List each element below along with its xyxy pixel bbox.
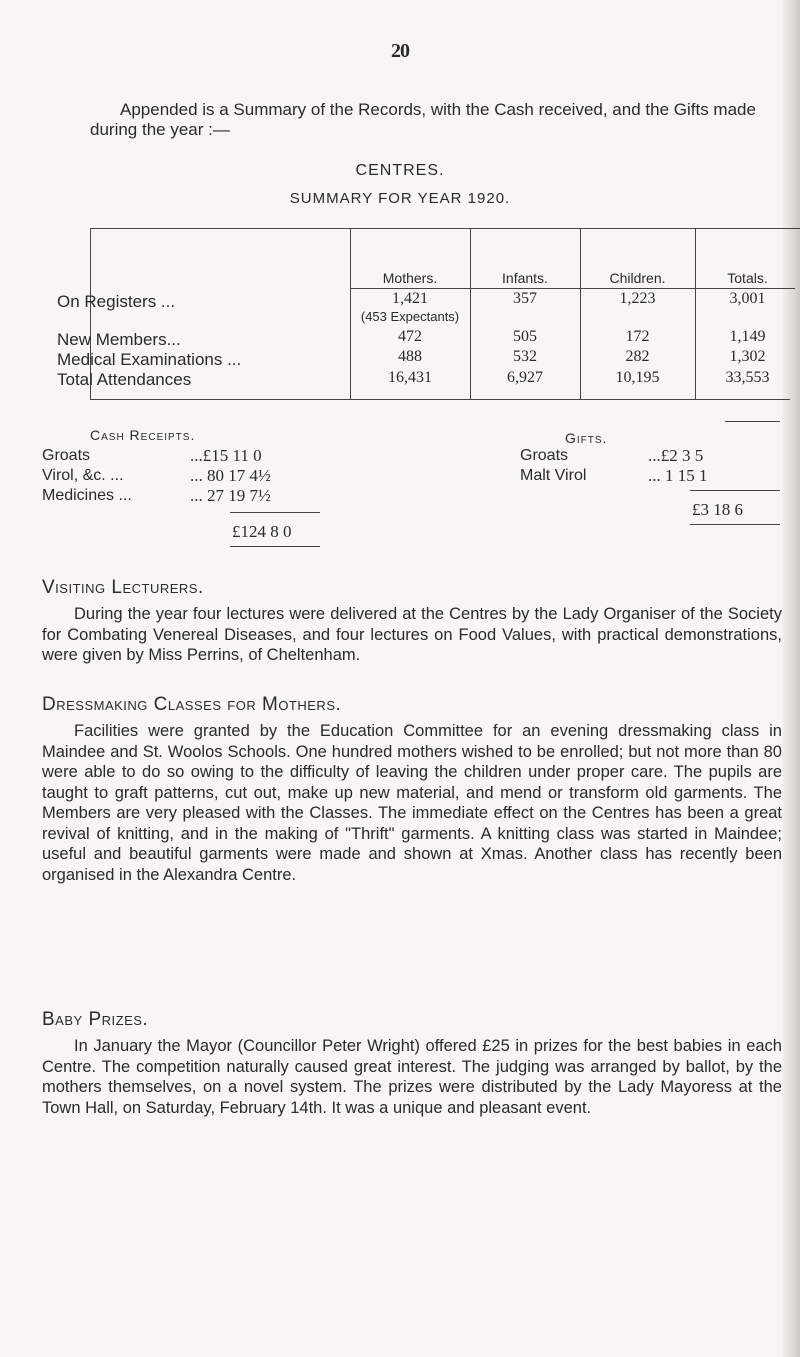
cell-registers-children: 1,223	[619, 290, 656, 307]
col-head-mothers: Mothers.	[382, 270, 438, 286]
cell-new-totals: 1,149	[729, 328, 766, 345]
cash-receipts-heading: Cash Receipts.	[90, 427, 196, 443]
cell-attend-infants: 6,927	[507, 369, 543, 386]
gift-item-label: Malt Virol	[520, 467, 587, 484]
table-rule-top	[90, 228, 800, 229]
page-number: 20	[391, 40, 409, 62]
cell-medical-children: 282	[625, 348, 650, 365]
section-heading-baby-prizes: Baby Prizes.	[42, 1009, 149, 1030]
section-text-baby-prizes: In January the Mayor (Councillor Peter Wright) offered £25 in prizes for the best babies in each Centre. The competition naturally caused great interest. The judging was arranged by ballot, by the mothers themselves, on a novel system. The prizes were distributed by the Lady Mayoress at the Town Hall, on Saturday, February 14th. It was a unique and pleasant event.	[42, 1037, 782, 1117]
cell-attend-children: 10,195	[615, 369, 660, 386]
section-text-lecturers: During the year four lectures were delivered at the Centres by the Lady Organiser of the Society for Combating Venereal Diseases, and four lectures on Food Values, with practical demonstrations, were given by Miss Perrins, of Cheltenham.	[42, 605, 782, 664]
col-head-children: Children.	[609, 270, 666, 286]
section-heading-lecturers: Visiting Lecturers.	[42, 577, 204, 598]
gift-item-amount: ...£2 3 5	[648, 446, 704, 465]
cell-medical-totals: 1,302	[729, 348, 766, 365]
gifts-heading: Gifts.	[565, 430, 608, 446]
cash-item-label: Virol, &c. ...	[42, 467, 124, 484]
gift-total: £3 18 6	[692, 500, 743, 519]
table-rule-bottom	[90, 399, 790, 400]
cell-registers-note: (453 Expectants)	[360, 309, 460, 324]
cell-registers-mothers: 1,421	[392, 290, 428, 307]
row-label-medical: Medical Examinations ...	[57, 350, 242, 369]
intro-text: Appended is a Summary of the Records, with the Cash received, and the Gifts made during the year :—	[90, 100, 756, 139]
col-head-totals: Totals.	[727, 270, 768, 286]
cell-medical-infants: 532	[513, 348, 537, 365]
cash-item-amount: ... 27 19 7½	[190, 486, 271, 505]
gift-total-rule	[690, 490, 780, 491]
cash-item-label: Medicines ...	[42, 487, 132, 504]
intro-paragraph	[90, 100, 790, 140]
row-label-new-members: New Members...	[57, 330, 181, 349]
gift-item-amount: ... 1 15 1	[648, 466, 708, 485]
summary-table	[40, 228, 800, 400]
gift-total-rule	[690, 524, 780, 525]
cell-new-children: 172	[625, 328, 650, 345]
section-text-dressmaking: Facilities were granted by the Education Committee for an evening dressmaking class in Maindee and St. Woolos Schools. One hundred mothers wished to be enrolled; but not more than 80 were able to do so owing to the difficulty of leaving the children under proper care. The pupils are taught to graft patterns, cut out, make up new material, and mend or transform old garments. The Members are very pleased with the Classes. The immediate effect on the Centres has been a great revival of knitting, and in the making of "Thrift" garments. A knitting class was started in Maindee; useful and beautiful garments were made and shown at Xmas. Another class has recently been organised in the Alexandra Centre.	[42, 722, 782, 884]
table-rule-head	[350, 288, 795, 289]
cell-new-infants: 505	[513, 328, 537, 345]
row-label-registers: On Registers ...	[57, 292, 176, 311]
cash-item-amount: ...£15 11 0	[190, 446, 262, 465]
cell-registers-infants: 357	[513, 290, 537, 307]
section-rule	[725, 421, 780, 422]
centres-heading: CENTRES.	[355, 162, 445, 179]
cell-registers-totals: 3,001	[729, 290, 766, 307]
cell-attend-totals: 33,553	[725, 369, 770, 386]
col-head-infants: Infants.	[502, 270, 548, 286]
summary-heading: SUMMARY FOR YEAR 1920.	[289, 190, 511, 207]
gift-item-label: Groats	[520, 447, 569, 464]
cash-item-label: Groats	[42, 447, 91, 464]
cell-attend-mothers: 16,431	[388, 369, 432, 386]
cash-total: £124 8 0	[232, 522, 292, 541]
cash-total-rule	[230, 546, 320, 547]
row-label-attendances: Total Attendances	[57, 370, 192, 389]
cell-medical-mothers: 488	[398, 348, 422, 365]
cash-total-rule	[230, 512, 320, 513]
cash-item-amount: ... 80 17 4½	[190, 466, 271, 485]
cell-new-mothers: 472	[398, 328, 422, 345]
section-heading-dressmaking: Dressmaking Classes for Mothers.	[42, 694, 342, 715]
